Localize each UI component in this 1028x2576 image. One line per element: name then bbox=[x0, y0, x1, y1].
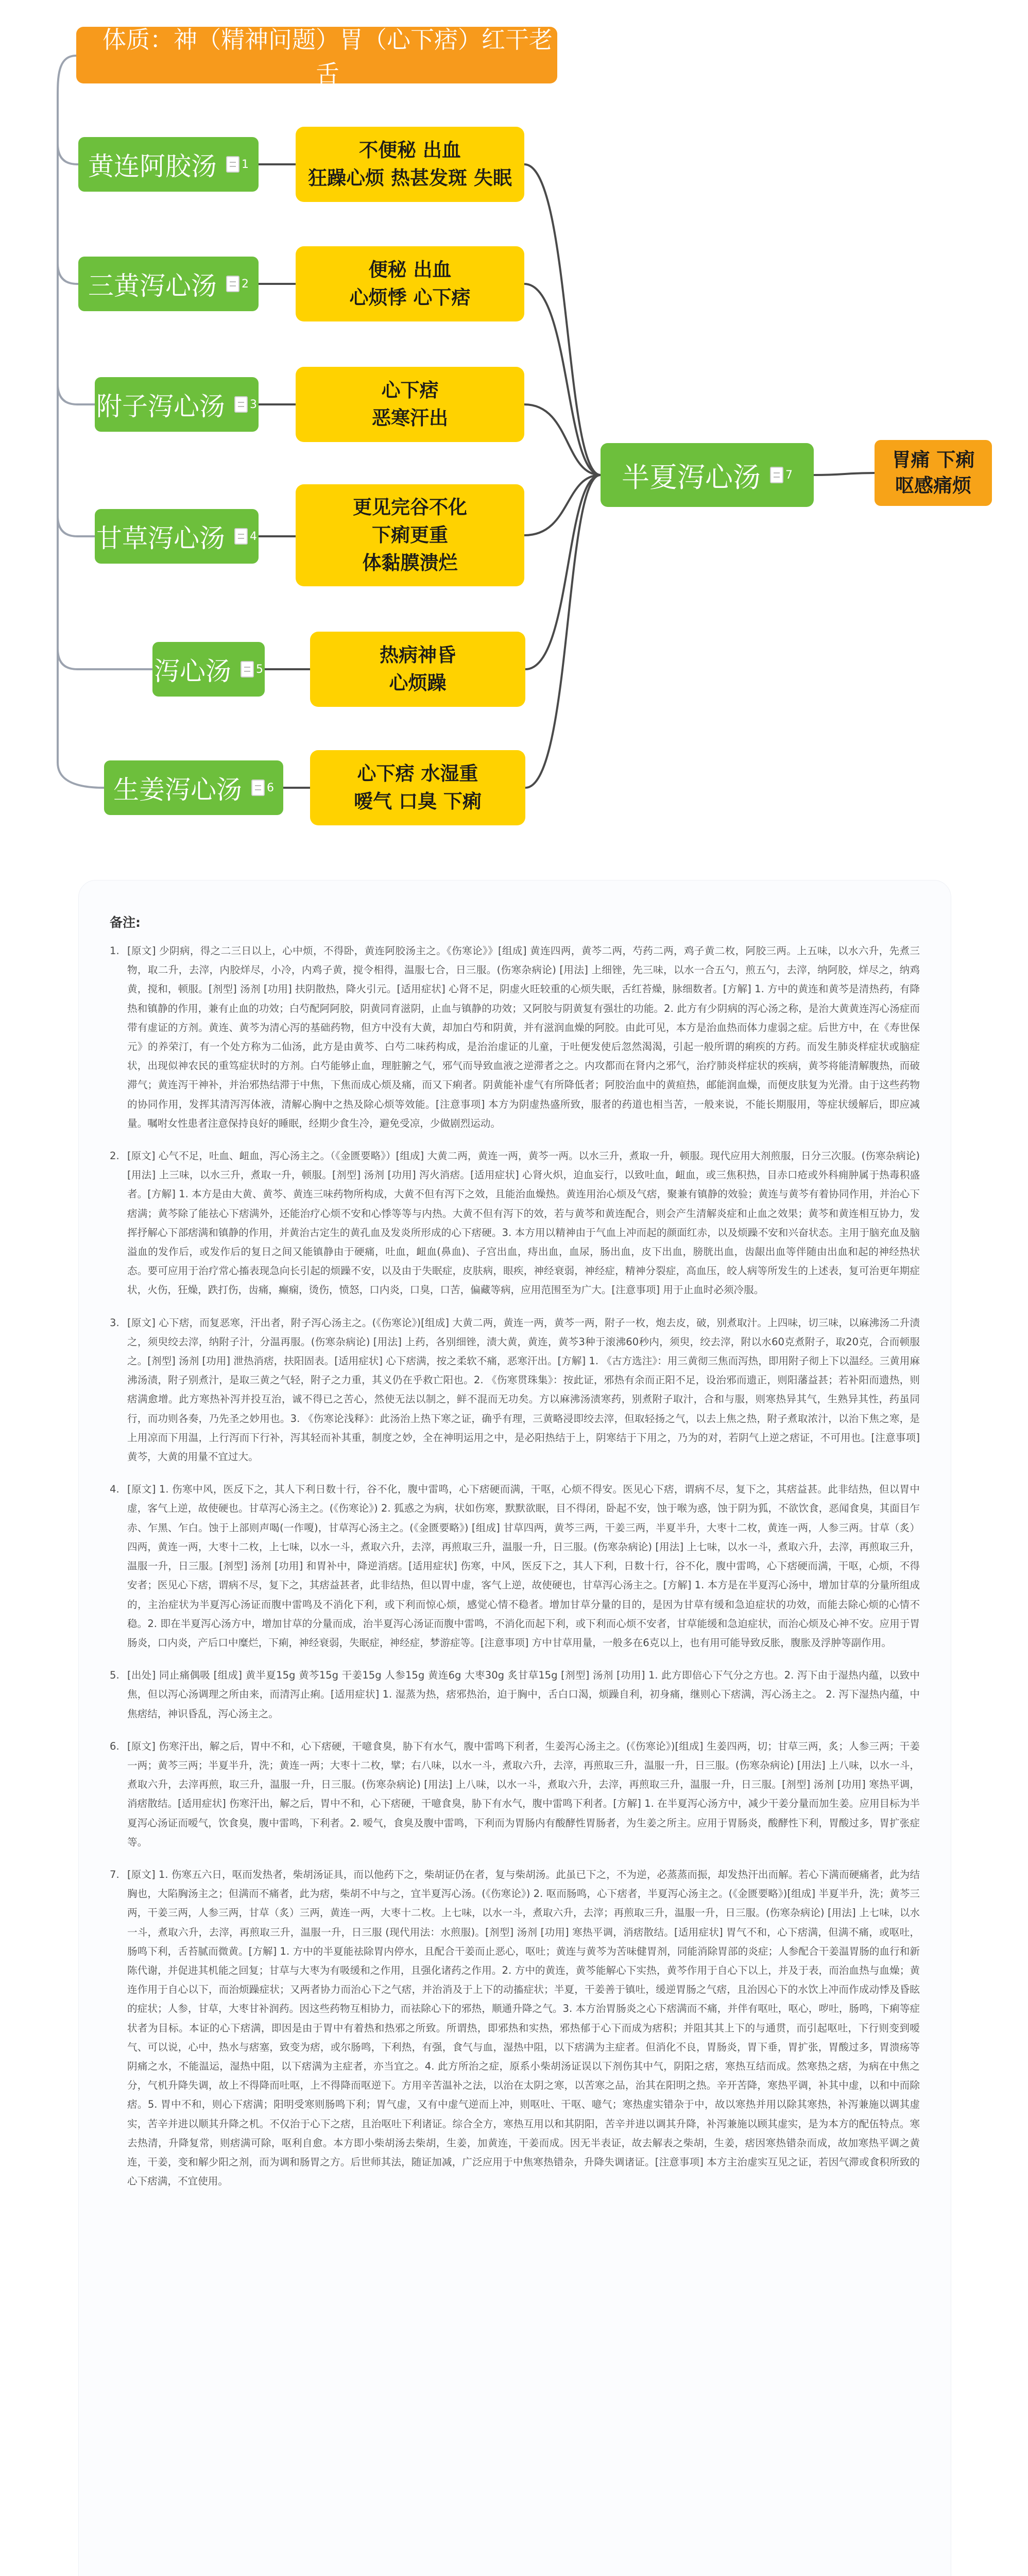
formula-sanhuang-xiexin[interactable] bbox=[78, 257, 259, 311]
symptom-box-6[interactable] bbox=[310, 750, 525, 825]
topic-branch-line bbox=[58, 516, 95, 536]
note-number: 6. bbox=[110, 1740, 119, 1752]
formula-fuzi-xiexin[interactable] bbox=[95, 377, 259, 432]
formula-label: 生姜泻心汤 bbox=[113, 775, 242, 805]
symptom-line: 胃痛 下痢 bbox=[892, 449, 975, 471]
symptom-central-line bbox=[524, 164, 601, 475]
symptom-central-line bbox=[524, 284, 601, 475]
symptom-line: 心下痞 水湿重 bbox=[357, 762, 478, 785]
note-text: [出处] 同止痛偶吸 [组成] 黄半夏15g 黄芩15g 干姜15g 人参15g 黄连6g 大枣30g 炙甘草15g [剂型] 汤剂 [功用] 1. 此方即倍心下气分之方也。2. 泻下由于湿热内蕴，以致中焦，但以泻心汤调理之所由来，而清泻止痢。[适用症状] 1. 湿蒸为热，痞邪热治，迫于胸中，舌白口渴，烦躁自利，初身痛，继则心下痞满，泻心汤主之。 2. 泻下湿热内蕴，中焦痞结，神识昏乱，泻心汤主之。 bbox=[127, 1669, 920, 1720]
note-text: [原文] 心下痞，而复恶寒，汗出者，附子泻心汤主之。(《伤寒论》)[组成] 大黄二两，黄连一两，黄芩一两，附子一枚，炮去皮，破，别煮取汁。上四味，切三味，以麻沸汤二升渍之，须臾绞去滓，纳附子汁，分温再服。(伤寒杂病论) [用法] 上药，各别细锉，渍大黄，黄连，黄芩3种于滚沸60秒内，须臾，绞去滓，附以水60克煮附子，取20克，合而顿服之。[剂型] 汤剂 [功用] 泄热消痞，扶阳固表。[适用症状] 心下痞满，按之柔软不痛，恶寒汗出。[方解] 1. 《古方选注》：用三黄彻三焦而泻热，即用附子彻上下以温经。三黄用麻沸汤渍，附子别煮汁，是取三黄之气轻，附子之力重，其义仍在乎救亡阳也。2. 《伤寒贯珠集》：按此证，邪热有余而正阳不足，设治邪而遗正，则阳藩益甚；若补阳而遗热，则痞满愈增。此方寒热补泻并投互治，诚不得已之苦心，然使无法以制之，鲜不混而无功矣。方以麻沸汤渍寒药，别煮附子取汁，合和与服，则寒热异其气，生熟异其性，药虽同行，而功则各奏，乃先圣之妙用也。3. 《伤寒论浅释》：此汤治上热下寒之证，确乎有理，三黄略浸即绞去滓，但取轻扬之气，以去上焦之热，附子煮取浓汁，以治下焦之寒，是上用凉而下用温，上行泻而下行补，泻其轻而补其重，制度之妙，全在神明运用之中，是必阳热结于上，阴寒结于下用之，乃为的对，若阴气上逆之痞证，不可用也。[注意事项] 黄芩，大黄的用量不宜过大。 bbox=[127, 1316, 920, 1463]
symptom-line: 心烦躁 bbox=[389, 672, 447, 694]
note-text: [原文] 少阴病，得之二三日以上，心中烦，不得卧，黄连阿胶汤主之。《伤寒论》》[组成] 黄连四两，黄芩二两，芍药二两，鸡子黄二枚，阿胶三两。上五味，以水六升，先煮三物，取二升，去滓，内胶烊尽，小冷，内鸡子黄，搅令相得，温服七合，日三服。(伤寒杂病论) [用法] 上细锉，先三味，以水一合五勺，煎五勺，去滓，纳阿胶，烊尽之，纳鸡黄，搅和，顿服。[剂型] 汤剂 [功用] 扶阴散热，降火引元。[适用症状] 心肾不足，阴虚火旺较重的心烦失眠，舌红苔燥，脉细数者。[方解] 1. 方中的黄连和黄芩是清热药，有降热和镇静的作用，兼有止血的功效；白芍配阿阿胶，阴黄同育滋阴，止血与镇静的功效；又阿胶与阴黄复有强壮的功能。2. 此方有少阴病的泻心汤之称，是治大黄黄连泻心汤症而带有虚证的方剂。黄连、黄芩为清心泻的基础药物，但方中没有大黄，却加白芍和阴黄，并有滋润血燥的阿胶。由此可见，本方是治血热而体力虚弱之症。后世方中，在《寿世保元》的养荣汀，有一个处方称为二仙汤，此方是由黄芩、白芍二味药构成，是治治虚证的儿童，于吐便发使后忽然渴渴，引起一般所谓的痢疾的方药。而发生肺炎样症状或脑症状，出现似神农民的重笃症状时的方剂。白芍能够止血，理脏腑之气，邪气而导致血液之逆滞者之之。内攻都而在肾内之邪气，治疗肺炎样症状的疾病，黄芩将能清解腹热，而破滞气；黄连泻干神补，并治邪热结滞于中焦，下焦而成心烦及痛，而又下痢者。阴黄能补虚气有所降低者；阿胶治血中的黄疸热，邮能润血燥，而便皮肤复为光滑。由于这些药物的协同作用，发挥其清泻泻体液，清解心胸中之热及除心烦等效能。[注意事项] 本方为阴虚热盛所致，服者的药道也相当苦，一般来说，不能长期服用，等症状缓解后，即应减量。嘱咐女性患者注意保持良好的睡眠，经期少食生冷，避免受凉，少做剧烈运动。 bbox=[127, 945, 920, 1129]
note-number: 3. bbox=[110, 1316, 119, 1329]
central-label: 半夏泻心汤 bbox=[622, 461, 761, 494]
symptom-box-1[interactable] bbox=[296, 127, 524, 202]
symptom-line: 呕感痛烦 bbox=[895, 474, 971, 497]
notes-title: 备注: bbox=[110, 915, 141, 930]
topic-branch-line bbox=[58, 649, 152, 669]
note-number: 7. bbox=[110, 1868, 119, 1880]
symptom-line: 下痢更重 bbox=[372, 524, 448, 546]
note-text: [原文] 1. 伤寒中风，医反下之，其人下利日数十行，谷不化，腹中雷鸣，心下痞硬而满，干呕，心烦不得安。医见心下痞，谓病不尽，复下之，其痞益甚。此非结热，但以胃中虚，客气上逆，故使硬也。甘草泻心汤主之。(《伤寒论》) 2. 狐惑之为病，状如伤寒，默默欲眠，目不得闭，卧起不安，蚀于喉为惑，蚀于阴为狐，不欲饮食，恶闻食臭，其面目乍赤、乍黑、乍白。蚀于上部则声喝(一作嗄)，甘草泻心汤主之。(《金匮要略》) [组成] 甘草四两，黄芩三两，干姜三两，半夏半升，大枣十二枚，黄连一两，人参三两。甘草（炙）四两，黄连一两，大枣十二枚，上七味，以水一斗，煮取六升，去滓，再煎取三升，温服一升，日三服。(伤寒杂病论) [用法] 上七味，以水一斗，煮取六升，去滓，再煎取三升，温服一升，日三服。[剂型] 汤剂 [功用] 和胃补中，降逆消痞。[适用症状] 伤寒，中风，医反下之，其人下利，日数十行，谷不化，腹中雷鸣，心下痞硬而满，干呕，心烦，不得安者；医见心下痞，谓病不尽，复下之，其痞益甚者，此非结热，但以胃中虚，客气上逆，故使硬也，甘草泻心汤主之。[方解] 1. 本方是在半夏泻心汤中，增加甘草的分量所组成的，主治症状为半夏泻心汤证而腹中雷鸣及不消化下利，或下利而惊心烦，感觉心情不稳者。增加甘草分量的目的，是因为甘草有缓和急迫症状的功效，而能去除心烦的心情不稳。2. 即在半夏泻心汤方中，增加甘草的分量而成，治半夏泻心汤证而腹中雷鸣，不消化而起下利，或下利而心烦不安者，甘草能缓和急迫症状，而治心烦及心神不安。应用于胃肠炎，口内炎，产后口中糜烂，下痢，神经衰弱，失眠症，神经症，梦游症等。[注意事项] 方中甘草用量，一般多在6克以上，也有用可能导致反胀，腹胀及浮肿等副作用。 bbox=[127, 1483, 920, 1649]
formula-label: 三黄泻心汤 bbox=[88, 271, 217, 301]
central-symptom-line bbox=[814, 473, 875, 475]
note-item bbox=[110, 1313, 920, 1467]
formula-label: 甘草泻心汤 bbox=[96, 523, 225, 553]
note-text: [原文] 1. 伤寒五六日，呕而发热者，柴胡汤证具，而以他药下之，柴胡证仍在者，复与柴胡汤。此虽已下之，不为逆，必蒸蒸而振，却发热汗出而解。若心下满而硬痛者，此为结胸也，大陷胸汤主之；但满而不痛者，此为痞，柴胡不中与之，宜半夏泻心汤。(《伤寒论》) 2. 呕而肠鸣，心下痞者，半夏泻心汤主之。(《金匮要略》)[组成] 半夏半升，洗；黄芩三两，干姜三两，人参三两，甘草（炙）三两，黄连一两，大枣十二枚。上七味，以水一斗，煮取六升，去滓；再煎取三升，温服一升，日三服。(伤寒杂病论) [用法] 上七味，以水一斗，煮取六升，去滓，再煎取三升，温服一升，日三服 (现代用法：水煎服)。[剂型] 汤剂 [功用] 寒热平调，消痞散结。[适用症状] 胃气不和，心下痞满，但满不痛，或呕吐，肠鸣下利，舌苔腻而微黄。[方解] 1. 方中的半夏能祛除胃内停水，且配合干姜而止恶心，呕吐；黄连与黄芩为苦味健胃剂，同能消除胃部的炎症；人参配合干姜温胃肠的血行和新陈代谢，并促进其机能之回复；甘草与大枣为有吸缓和之作用，且强化诸药之作用。2. 方中的黄连，黄芩能解心下实热，黄芩作用于自心下以上，并及于表，而治血热与血燥；黄连作用于自心以下，而治烦躁症状；又两者协力而治心下之气痞，并治消及于上下的动搐症状；半夏，干姜善于镇吐，缓逆胃肠之气痞，且治因心下的水饮上冲而作成动悸及昏眩的症状；人参，甘草，大枣甘补润药。因这些药物互相协力，而祛除心下的邪热，顺通升降之气。3. 本方治胃肠炎之心下痞满而不痛，并伴有呕吐，呕心，哕吐，肠鸣，下痢等症状者为目标。本证的心下痞满，即因是由于胃中有着热和热邪之所致。所谓热，即邪热和实热，邪热郁于心下而成为痞积；并阻其其上下的与通贯，而引起呕吐，下行则变到嗳气、可以说，心中，热水与痞塞，致变为痞，或尔肠鸣，下利热，有强，食气与血，湿热中阻，以下痞满为主症者。但消化不良，胃肠炎，胃下垂，胃扩张，胃酸过多，胃溃疡等阴痛之水，不能温运，湿热中阻，以下痞满为主症者，亦当宜之。4. 此方所治之症，原系小柴胡汤证误以下剂伤其中气，阴阳之痞，寒热互结而成。然寒热之痞，为病在中焦之分，气机升降失调，故上不得降而吐呕，上不得降而呕逆下。方用辛苦温补之法，以治在太阴之寒，以苦寒之品，治其在阳明之热。辛开苦降，寒热平调，补其中虚，以和中而除痞。5. 胃中不和，则心下痞满；阳明受寒则肠鸣下利；胃气虚，又有中虚气逆而上冲，则呕吐、干呕、噫气；寒热虚实错杂于中，故以寒热并用以除其寒热，补泻兼施以调其虚实，苦辛并进以顺其升降之机。不仅治于心下之痞，且治呕吐下利诸证。综合全方，寒热互用以和其阴阳，苦辛并进以调其升降，补泻兼施以顾其虚实，是为本方的配伍特点。寒去热清，升降复常，则痞满可除，呕利自愈。本方即小柴胡汤去柴胡，生姜，加黄连，干姜而成。因无半表证，故去解表之柴胡，生姜，痞因寒热错杂而成，故加寒热平调之黄连，干姜，变和解少阳之剂，而为调和肠胃之方。后世师其法，随证加减，广泛应用于中焦寒热错杂，升降失调诸证。[注意事项] 本方主治虚实互见之证，若因气滞或食积所致的心下痞满，不宜使用。 bbox=[127, 1868, 920, 2188]
formula-label: 泻心汤 bbox=[154, 656, 231, 686]
note-item bbox=[110, 1480, 920, 1652]
symptom-line: 体黏膜溃烂 bbox=[362, 552, 458, 574]
central-symptom-box[interactable] bbox=[875, 440, 992, 506]
topic-branch-line bbox=[58, 144, 78, 164]
note-icon[interactable] bbox=[234, 396, 248, 413]
note-text: [原文] 伤寒汗出，解之后，胃中不和，心下痞硬，干噫食臭，胁下有水气，腹中雷鸣下利者，生姜泻心汤主之。(《伤寒论》)[组成] 生姜四两，切；甘草三两，炙；人参三两；干姜一两；黄芩三两；半夏半升，洗；黄连一两；大枣十二枚，擘；右八味，以水一斗，煮取六升，去滓，再煎取三升，温服一升，日三服。(伤寒杂病论) [用法] 上八味，以水一斗，煮取六升，去滓再煎，取三升，温服一升，日三服。(伤寒杂病论) [用法] 上八味，以水一斗，煮取六升，去滓，再煎取三升，温服一升，日三服。[剂型] 汤剂 [功用] 寒热平调，消痞散结。[适用症状] 伤寒汗出，解之后，胃中不和，心下痞硬，干噫食臭，胁下有水气，腹中雷鸣下利者。[方解] 1. 在半夏泻心汤方中，减少干姜分量而加生姜。应用目标为半夏泻心汤证而嗳气，饮食臭，腹中雷鸣，下利者。2. 嗳气，食臭及腹中雷鸣，下利而为胃肠内有酸酵性胃肠者，为生姜之所主。应用于胃肠炎，酸酵性下利，胃酸过多，胃扩张症等。 bbox=[127, 1740, 920, 1848]
symptom-line: 便秘 出血 bbox=[368, 259, 452, 281]
symptom-line: 恶寒汗出 bbox=[372, 407, 448, 429]
note-item bbox=[110, 1865, 920, 2191]
note-number: 4 bbox=[250, 530, 257, 543]
formula-label: 附子泻心汤 bbox=[96, 392, 225, 421]
symptom-box-2[interactable] bbox=[296, 246, 524, 321]
topic-node[interactable] bbox=[76, 26, 557, 88]
topic-label: 体质：神（精神问题）胃（心下痞）红干老舌 bbox=[102, 26, 553, 88]
formula-label: 黄连阿胶汤 bbox=[88, 151, 217, 181]
formula-gancao-xiexin[interactable] bbox=[95, 509, 259, 564]
note-number: 6 bbox=[267, 781, 274, 794]
note-item bbox=[110, 941, 920, 1133]
symptom-central-line bbox=[525, 475, 601, 788]
note-icon[interactable] bbox=[234, 528, 248, 545]
formula-shengjiang-xiexin[interactable] bbox=[104, 760, 283, 815]
note-text: [原文] 心气不足，吐血、衄血，泻心汤主之。（《金匮要略》）[组成] 大黄二两，黄连一两，黄芩一两。以水三升，煮取一升，顿服。现代应用大剂煎服，日分三次服。(伤寒杂病论) [用法] 上三味，以水三升，煮取一升，顿服。[剂型] 汤剂 [功用] 泻火消痞。[适用症状] 心肾火炽，迫血妄行，以致吐血，衄血，或三焦积热，目赤口疮或外科痈肿属于热毒积盛者。[方解] 1. 本方是由大黄、黄芩、黄连三味药物所构成，大黄不但有泻下之效，且能治血燥热。黄连用治心烦及气痞，聚兼有镇静的效验；黄连与黄芩有着协同作用，并治心下痞满；黄芩除了能祛心下痞满外，还能治疗心烦不安和心悸等等与内热。大黄不但有泻下的效，若与黄芩和黄连配合，则会产生清解炎症和止血之效果；黄芩和黄连相互协力，发挥抒解心下部痞满和镇静的作用，并黄治古定生的黄孔血及发炎所形成的心下痞硬。3. 本方用以精神由于气血上冲而起的颜面红赤，以及烦躁不安和兴奋状态。主用于脑充血及脑溢血的发作后，或发作后的复日之间又能镇静由于硬痛，吐血，衄血(鼻血)、子宫出血，痔出血，血尿，肠出血，皮下出血，膀胱出血，齿龈出血等伴随由出血和起的神经热状态。要可应用于治疗常心搐表现急向长引起的烦躁不安，以及由于失眠症，皮肤病，眼疾，神经衰弱，神经症，精神分裂症，高血压，皎人病等所发生的上述表，复可治更年期症状，火伤，狂燥，跌打伤，齿痛，癫痫，烫伤，愤怒，口内炎，口臭，口苦，偏藏等病，应用范围至为广大。[注意事项] 用于止血时必须冷服。 bbox=[127, 1150, 920, 1296]
note-item bbox=[110, 1666, 920, 1723]
notes-panel bbox=[78, 880, 951, 2576]
formula-xiexin[interactable] bbox=[152, 642, 265, 697]
symptom-line: 心烦悸 心下痞 bbox=[349, 286, 471, 309]
symptom-box-5[interactable] bbox=[310, 632, 525, 707]
note-number: 1 bbox=[242, 158, 249, 171]
note-number: 5. bbox=[110, 1669, 119, 1682]
formula-huanglian-ejiao[interactable] bbox=[78, 137, 259, 192]
symptom-line: 更见完谷不化 bbox=[353, 496, 467, 518]
note-number: 2 bbox=[242, 277, 249, 291]
note-number: 2. bbox=[110, 1150, 119, 1162]
note-number: 3 bbox=[250, 398, 257, 411]
note-number: 1. bbox=[110, 945, 119, 957]
note-item bbox=[110, 1737, 920, 1852]
topic-branch-line bbox=[58, 263, 78, 284]
symptom-box-3[interactable] bbox=[296, 367, 524, 442]
note-item bbox=[110, 1146, 920, 1300]
note-icon[interactable] bbox=[226, 276, 239, 292]
note-icon[interactable] bbox=[226, 156, 239, 173]
symptom-line: 嗳气 口臭 下痢 bbox=[354, 790, 482, 812]
note-icon[interactable] bbox=[251, 779, 265, 796]
note-number: 4. bbox=[110, 1483, 119, 1496]
symptom-line: 狂躁心烦 热甚发斑 失眠 bbox=[308, 167, 512, 189]
symptom-central-line bbox=[525, 475, 601, 669]
symptom-line: 不便秘 出血 bbox=[359, 139, 461, 161]
topic-branch-line bbox=[58, 384, 95, 404]
central-node[interactable] bbox=[601, 443, 814, 507]
symptom-box-4[interactable] bbox=[296, 484, 524, 586]
note-number: 7 bbox=[785, 468, 793, 482]
note-icon[interactable] bbox=[241, 661, 254, 677]
note-number: 5 bbox=[256, 663, 263, 676]
symptom-line: 热病神昏 bbox=[380, 644, 456, 666]
note-icon[interactable] bbox=[770, 467, 783, 483]
symptom-line: 心下痞 bbox=[381, 379, 439, 401]
